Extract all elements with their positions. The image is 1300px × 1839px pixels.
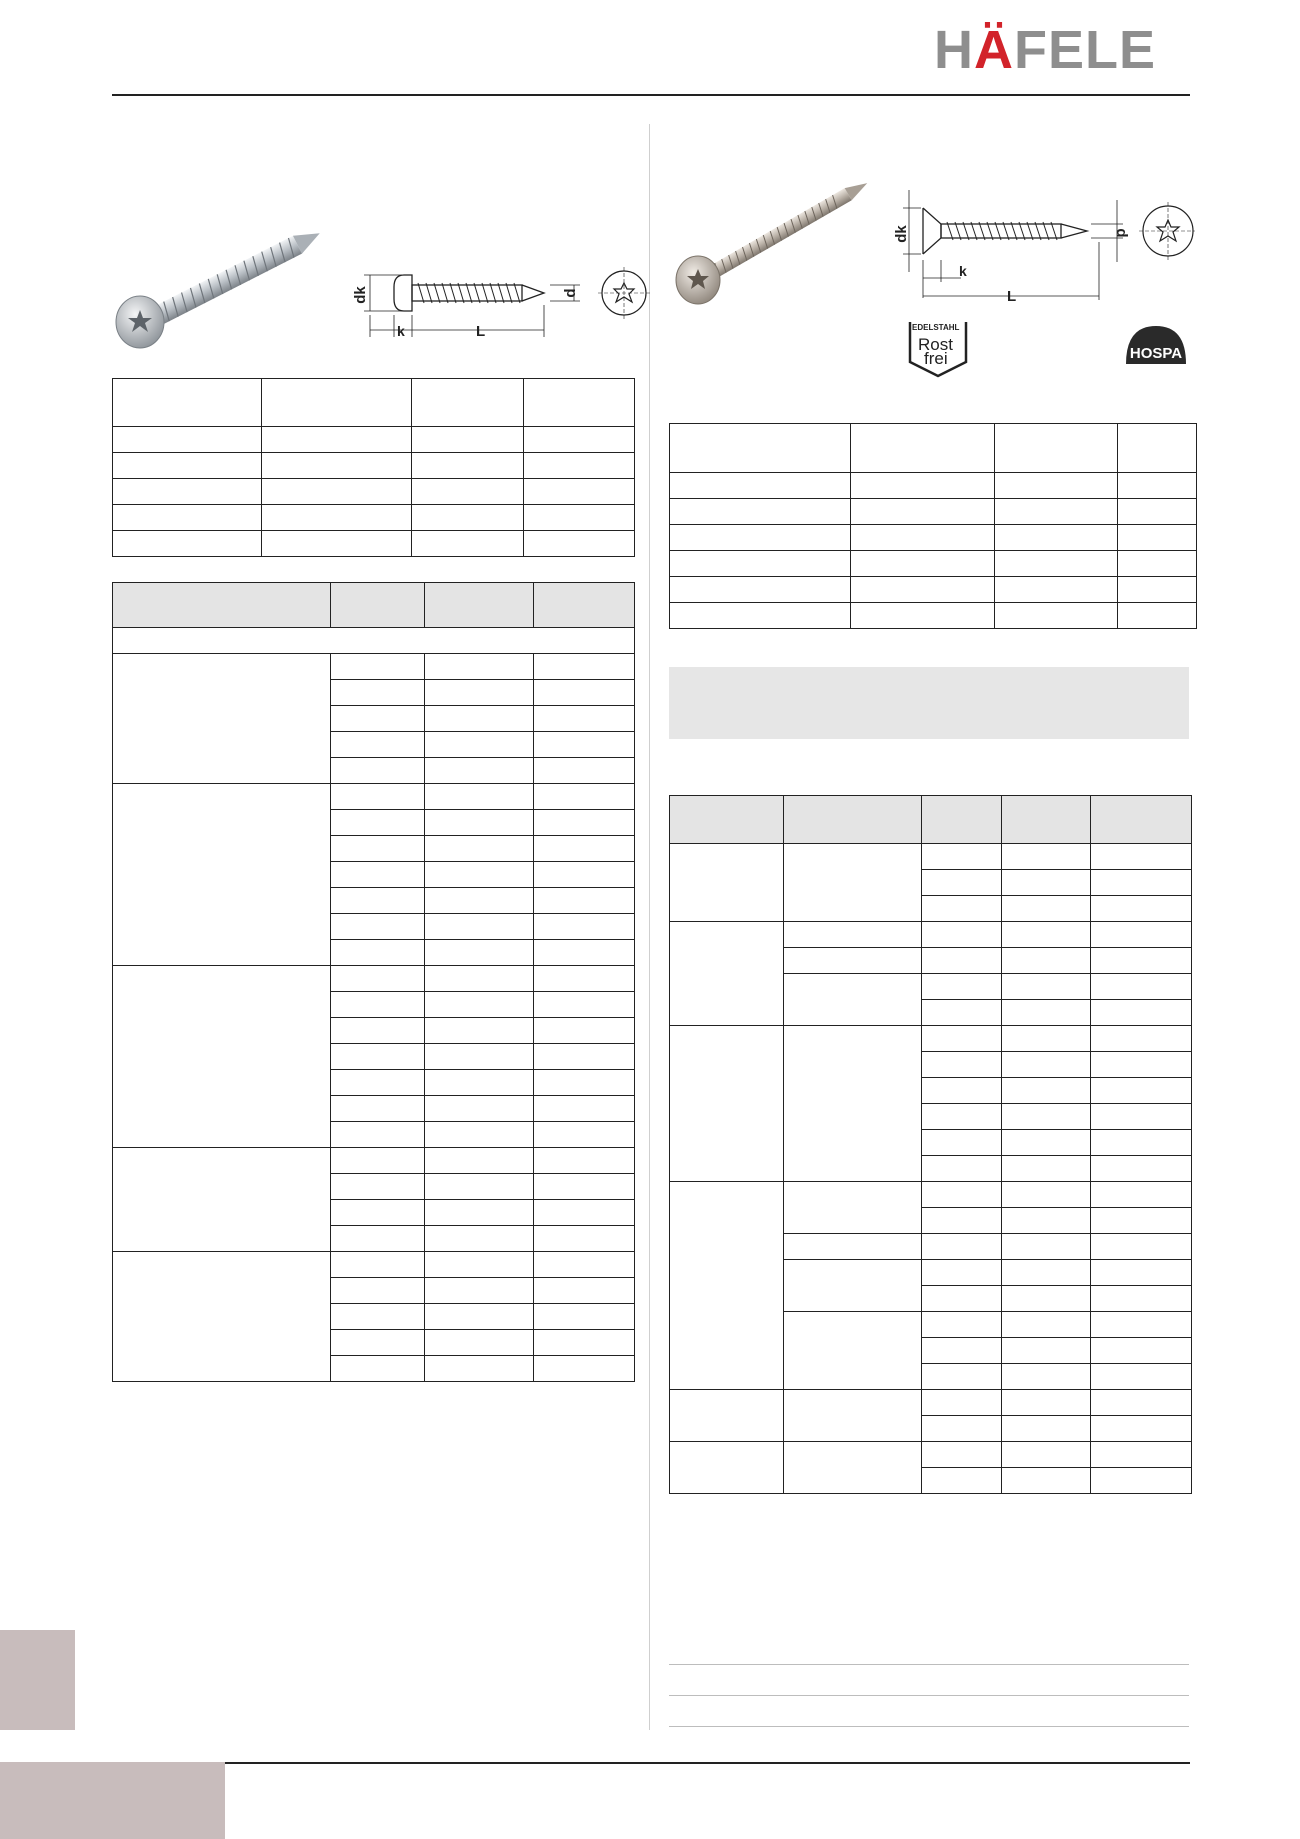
table-cell bbox=[424, 1225, 534, 1252]
label-dk: dk bbox=[352, 286, 369, 304]
label-dk-right: dk bbox=[893, 225, 910, 243]
table-cell bbox=[1090, 973, 1192, 1000]
table-cell bbox=[424, 887, 534, 914]
table-cell bbox=[921, 1051, 1002, 1078]
table-cell bbox=[424, 1303, 534, 1330]
label-L-right: L bbox=[1007, 288, 1017, 305]
table-cell bbox=[921, 1311, 1002, 1338]
table-cell bbox=[330, 1069, 425, 1096]
table-cell bbox=[1090, 1389, 1192, 1416]
table-cell bbox=[424, 1095, 534, 1122]
countersunk-screw-photo bbox=[672, 190, 892, 320]
table-cell bbox=[669, 1389, 784, 1442]
table-cell bbox=[330, 1303, 425, 1330]
table-cell bbox=[424, 1173, 534, 1200]
table-cell bbox=[533, 1199, 635, 1226]
table-cell bbox=[424, 1199, 534, 1226]
table-cell bbox=[783, 1389, 922, 1442]
table-cell bbox=[424, 1121, 534, 1148]
table-cell bbox=[424, 809, 534, 836]
table-cell bbox=[921, 1285, 1002, 1312]
table-cell bbox=[424, 731, 534, 758]
table-cell bbox=[783, 1181, 922, 1234]
table-cell bbox=[1090, 1181, 1192, 1208]
table-cell bbox=[330, 1147, 425, 1174]
table-cell bbox=[330, 1043, 425, 1070]
table-cell bbox=[1001, 1389, 1091, 1416]
table-cell bbox=[1001, 1103, 1091, 1130]
rostfrei-line2: frei bbox=[924, 349, 948, 368]
table-cell bbox=[1090, 1025, 1192, 1052]
table-cell bbox=[921, 1207, 1002, 1234]
table-cell bbox=[112, 783, 331, 966]
footer-tab bbox=[0, 1762, 225, 1839]
table-cell bbox=[424, 1277, 534, 1304]
table-cell bbox=[330, 887, 425, 914]
table-cell bbox=[1001, 869, 1091, 896]
rostfrei-line1: Rost bbox=[918, 335, 953, 354]
table-cell bbox=[330, 705, 425, 732]
table-cell bbox=[783, 973, 922, 1026]
table-cell bbox=[533, 991, 635, 1018]
table-cell bbox=[533, 757, 635, 784]
table-cell bbox=[1001, 1129, 1091, 1156]
table-cell bbox=[669, 1025, 784, 1182]
table-cell bbox=[330, 1251, 425, 1278]
table-cell bbox=[921, 869, 1002, 896]
table-cell bbox=[921, 1389, 1002, 1416]
table-cell bbox=[330, 1199, 425, 1226]
table-cell bbox=[533, 653, 635, 680]
table-cell bbox=[921, 895, 1002, 922]
hospa-badge bbox=[1124, 324, 1188, 366]
table-cell bbox=[1001, 1285, 1091, 1312]
label-k: k bbox=[397, 323, 405, 339]
table-cell bbox=[1090, 947, 1192, 974]
rostfrei-top: EDELSTAHL bbox=[912, 323, 960, 332]
table-cell bbox=[669, 843, 784, 922]
table-cell bbox=[330, 1329, 425, 1356]
note-rule-2 bbox=[669, 1695, 1189, 1696]
table-cell bbox=[424, 991, 534, 1018]
table-cell bbox=[1001, 947, 1091, 974]
table-cell bbox=[330, 1121, 425, 1148]
table-cell bbox=[533, 1017, 635, 1044]
table-cell bbox=[330, 835, 425, 862]
table-cell bbox=[424, 1251, 534, 1278]
table-cell bbox=[330, 1017, 425, 1044]
table-cell bbox=[921, 843, 1002, 870]
table-cell bbox=[921, 1233, 1002, 1260]
table-cell bbox=[783, 1259, 922, 1312]
table-cell bbox=[783, 921, 922, 948]
table-cell bbox=[330, 679, 425, 706]
table-cell bbox=[1090, 1155, 1192, 1182]
table-cell bbox=[1090, 1441, 1192, 1468]
table-cell bbox=[533, 783, 635, 810]
table-cell bbox=[533, 679, 635, 706]
table-cell bbox=[533, 1329, 635, 1356]
table-cell bbox=[533, 1121, 635, 1148]
table-cell bbox=[424, 1147, 534, 1174]
table-cell bbox=[424, 1017, 534, 1044]
table-cell bbox=[921, 1337, 1002, 1364]
table-cell bbox=[783, 843, 922, 922]
table-cell bbox=[1090, 999, 1192, 1026]
table-cell bbox=[1090, 1285, 1192, 1312]
table-cell bbox=[921, 1415, 1002, 1442]
table-cell bbox=[921, 1441, 1002, 1468]
table-cell bbox=[424, 1329, 534, 1356]
table-cell bbox=[921, 1363, 1002, 1390]
table-cell bbox=[1001, 1337, 1091, 1364]
table-cell bbox=[1001, 999, 1091, 1026]
table-cell bbox=[921, 999, 1002, 1026]
table-cell bbox=[533, 1355, 635, 1382]
label-d: d bbox=[562, 288, 579, 298]
table-cell bbox=[669, 1441, 784, 1494]
table-cell bbox=[1001, 1155, 1091, 1182]
table-cell bbox=[533, 1277, 635, 1304]
table-cell bbox=[424, 965, 534, 992]
table-cell bbox=[921, 1467, 1002, 1494]
table-cell bbox=[330, 731, 425, 758]
table-cell bbox=[533, 1147, 635, 1174]
table-cell bbox=[1090, 1337, 1192, 1364]
table-cell bbox=[424, 835, 534, 862]
table-cell bbox=[330, 861, 425, 888]
table-cell bbox=[1001, 1181, 1091, 1208]
table-cell bbox=[783, 1025, 922, 1182]
table-cell bbox=[330, 1355, 425, 1382]
table-cell bbox=[1090, 1467, 1192, 1494]
table-cell bbox=[1090, 1207, 1192, 1234]
table-cell bbox=[330, 809, 425, 836]
table-cell bbox=[330, 653, 425, 680]
table-cell bbox=[921, 921, 1002, 948]
table-cell bbox=[424, 1069, 534, 1096]
table-cell bbox=[330, 1277, 425, 1304]
table-cell bbox=[533, 731, 635, 758]
note-rule-3 bbox=[669, 1726, 1189, 1727]
table-cell bbox=[330, 1225, 425, 1252]
table-cell bbox=[1001, 895, 1091, 922]
countersunk-screw-drawing bbox=[895, 186, 1195, 306]
table-cell bbox=[533, 1095, 635, 1122]
table-cell bbox=[533, 1069, 635, 1096]
table-cell bbox=[1090, 1363, 1192, 1390]
side-tab bbox=[0, 1630, 75, 1730]
table-cell bbox=[533, 1225, 635, 1252]
table-cell bbox=[921, 947, 1002, 974]
table-cell bbox=[112, 965, 331, 1148]
rostfrei-badge bbox=[908, 320, 988, 378]
table-cell bbox=[424, 783, 534, 810]
table-cell bbox=[921, 973, 1002, 1000]
header-rule bbox=[112, 94, 1190, 96]
table-cell bbox=[1090, 921, 1192, 948]
table-cell bbox=[1090, 843, 1192, 870]
table-cell bbox=[783, 1311, 922, 1390]
table-cell bbox=[424, 653, 534, 680]
table-cell bbox=[1001, 1233, 1091, 1260]
table-cell bbox=[1001, 921, 1091, 948]
footer-rule bbox=[225, 1762, 1190, 1764]
table-cell bbox=[1001, 1259, 1091, 1286]
table-cell bbox=[921, 1259, 1002, 1286]
table-cell bbox=[1090, 1129, 1192, 1156]
table-cell bbox=[921, 1181, 1002, 1208]
table-cell bbox=[330, 913, 425, 940]
table-cell bbox=[1090, 1077, 1192, 1104]
table-cell bbox=[1090, 869, 1192, 896]
table-cell bbox=[783, 947, 922, 974]
table-cell bbox=[1001, 843, 1091, 870]
table-cell bbox=[424, 1355, 534, 1382]
table-cell bbox=[533, 705, 635, 732]
table-cell bbox=[1090, 1415, 1192, 1442]
table-cell bbox=[1001, 973, 1091, 1000]
table-cell bbox=[921, 1103, 1002, 1130]
table-cell bbox=[1001, 1467, 1091, 1494]
column-divider bbox=[649, 124, 650, 1730]
table-cell bbox=[424, 705, 534, 732]
table-cell bbox=[424, 1043, 534, 1070]
table-cell bbox=[669, 1181, 784, 1390]
table-cell bbox=[1001, 1025, 1091, 1052]
table-cell bbox=[921, 1155, 1002, 1182]
table-cell bbox=[783, 1441, 922, 1494]
table-cell bbox=[424, 757, 534, 784]
table-cell bbox=[330, 965, 425, 992]
table-cell bbox=[533, 1251, 635, 1278]
table-cell bbox=[112, 653, 331, 784]
info-box bbox=[669, 667, 1189, 739]
label-d-right: d bbox=[1113, 228, 1130, 238]
table-cell bbox=[533, 835, 635, 862]
table-cell bbox=[921, 1025, 1002, 1052]
table-cell bbox=[921, 1129, 1002, 1156]
table-cell bbox=[533, 861, 635, 888]
table-cell bbox=[1001, 1051, 1091, 1078]
table-cell bbox=[1090, 895, 1192, 922]
table-cell bbox=[533, 887, 635, 914]
table-cell bbox=[424, 939, 534, 966]
table-cell bbox=[533, 1303, 635, 1330]
table-cell bbox=[330, 991, 425, 1018]
table-cell bbox=[533, 1043, 635, 1070]
table-cell bbox=[533, 809, 635, 836]
table-cell bbox=[330, 757, 425, 784]
table-cell bbox=[424, 679, 534, 706]
label-k-right: k bbox=[959, 263, 967, 279]
table-cell bbox=[533, 913, 635, 940]
table-cell bbox=[1001, 1441, 1091, 1468]
table-cell bbox=[1001, 1311, 1091, 1338]
table-cell bbox=[1001, 1207, 1091, 1234]
table-cell bbox=[1001, 1363, 1091, 1390]
table-cell bbox=[533, 965, 635, 992]
table-cell bbox=[669, 921, 784, 1026]
table-cell bbox=[1090, 1311, 1192, 1338]
table-cell bbox=[1090, 1259, 1192, 1286]
table-cell bbox=[533, 1173, 635, 1200]
brand-logo: HÄFELE bbox=[934, 20, 1157, 80]
table-cell bbox=[1090, 1233, 1192, 1260]
table-cell bbox=[1090, 1103, 1192, 1130]
table-cell bbox=[330, 783, 425, 810]
table-cell bbox=[921, 1077, 1002, 1104]
table-cell bbox=[783, 1233, 922, 1260]
note-rule-1 bbox=[669, 1664, 1189, 1665]
table-cell bbox=[112, 1251, 331, 1382]
pan-head-screw-drawing bbox=[354, 247, 654, 347]
table-cell bbox=[1090, 1051, 1192, 1078]
table-cell bbox=[533, 939, 635, 966]
table-cell bbox=[1001, 1415, 1091, 1442]
pan-head-screw-photo bbox=[112, 230, 347, 360]
table-cell bbox=[112, 1147, 331, 1252]
table-cell bbox=[1001, 1077, 1091, 1104]
table-cell bbox=[424, 913, 534, 940]
table-cell bbox=[330, 1095, 425, 1122]
label-L: L bbox=[476, 323, 486, 340]
hospa-text: HOSPA bbox=[1129, 345, 1183, 362]
table-cell bbox=[424, 861, 534, 888]
table-cell bbox=[330, 939, 425, 966]
table-cell bbox=[330, 1173, 425, 1200]
